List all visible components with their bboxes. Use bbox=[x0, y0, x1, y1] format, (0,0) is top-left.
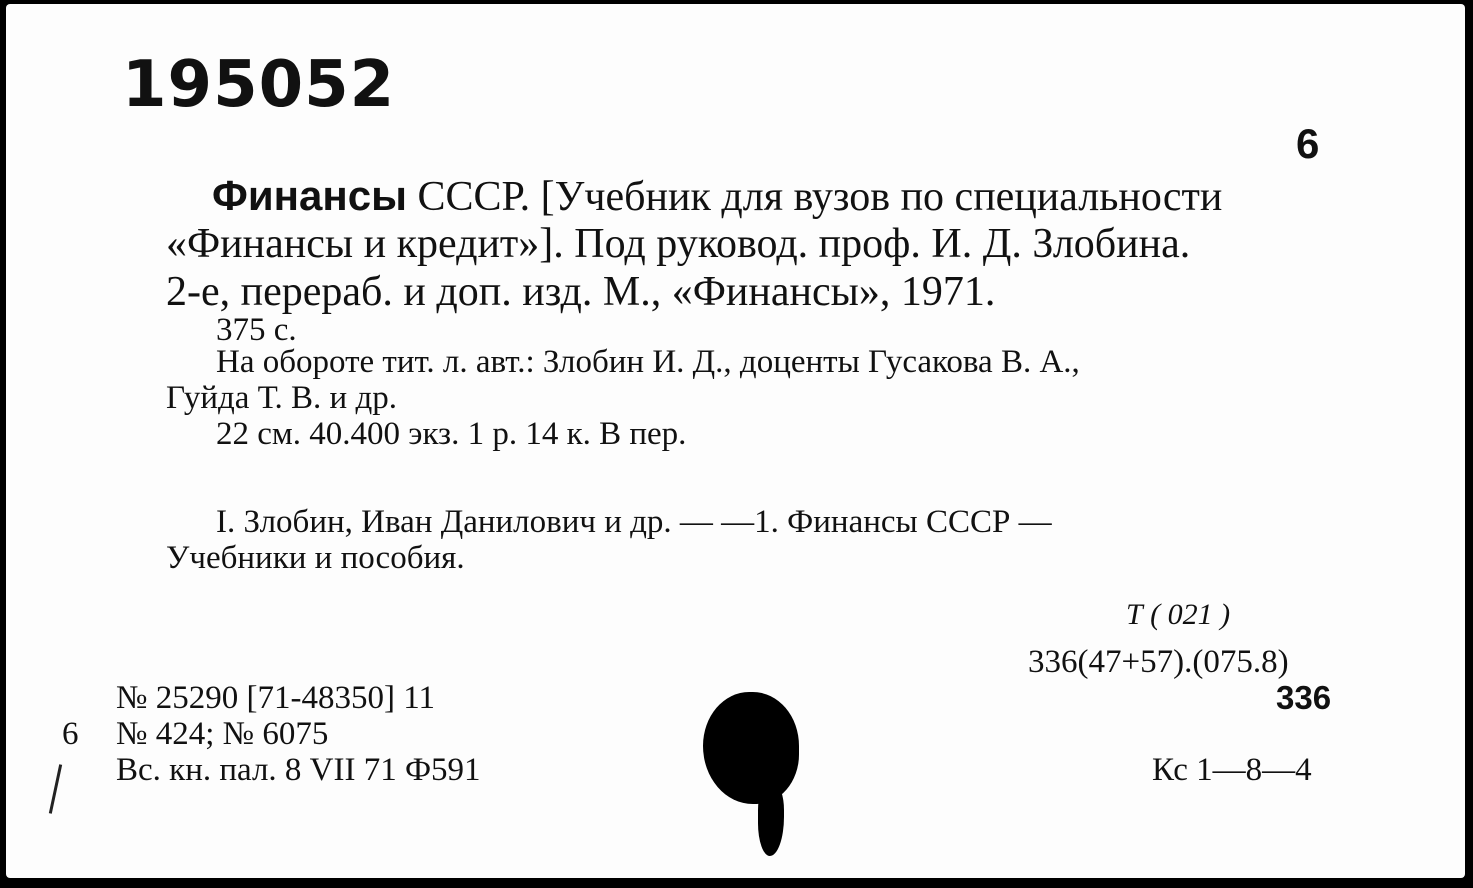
authors-line-2: Гуйда Т. В. и др. bbox=[166, 380, 397, 416]
title-bold-word: Финансы bbox=[212, 172, 407, 219]
tracing-line-1: I. Злобин, Иван Данилович и др. — —1. Финансы СССР — bbox=[216, 504, 1052, 540]
catalog-card bbox=[6, 4, 1465, 878]
authors-line-1: На обороте тит. л. авт.: Злобин И. Д., доценты Гусакова В. А., bbox=[216, 344, 1080, 380]
pencil-mark bbox=[49, 764, 62, 814]
order-line-3: Вс. кн. пал. 8 VII 71 Ф591 bbox=[116, 752, 481, 788]
pages: 375 с. bbox=[216, 312, 297, 348]
title-line-1 bbox=[212, 172, 1222, 221]
ink-blot-tail bbox=[758, 784, 784, 856]
title-line-2: «Финансы и кредит»]. Под руковод. проф. И. Д. Злобина. bbox=[166, 221, 1191, 267]
title-line-1-rest: СССР. [Учебник для вузов по специальности bbox=[407, 174, 1223, 220]
tracing-line-2: Учебники и пособия. bbox=[166, 540, 465, 576]
classification-number: 336 bbox=[1276, 679, 1332, 716]
kc-code: Кс 1—8—4 bbox=[1152, 752, 1312, 788]
title-line-3: 2-е, перераб. и доп. изд. М., «Финансы», 1971. bbox=[166, 269, 996, 315]
physical-description: 22 см. 40.400 экз. 1 р. 14 к. В пер. bbox=[216, 416, 687, 452]
ink-blot bbox=[703, 692, 799, 804]
order-line-2: № 424; № 6075 bbox=[116, 716, 329, 752]
inventory-number: 195052 bbox=[122, 48, 396, 122]
handwritten-classification: Т ( 021 ) bbox=[1126, 598, 1231, 631]
card-number: 6 bbox=[1296, 120, 1320, 167]
order-line-1: № 25290 [71-48350] 11 bbox=[116, 680, 435, 716]
order-line-2-prefix: 6 bbox=[62, 716, 79, 752]
udc-code: 336(47+57).(075.8) bbox=[1028, 644, 1289, 680]
